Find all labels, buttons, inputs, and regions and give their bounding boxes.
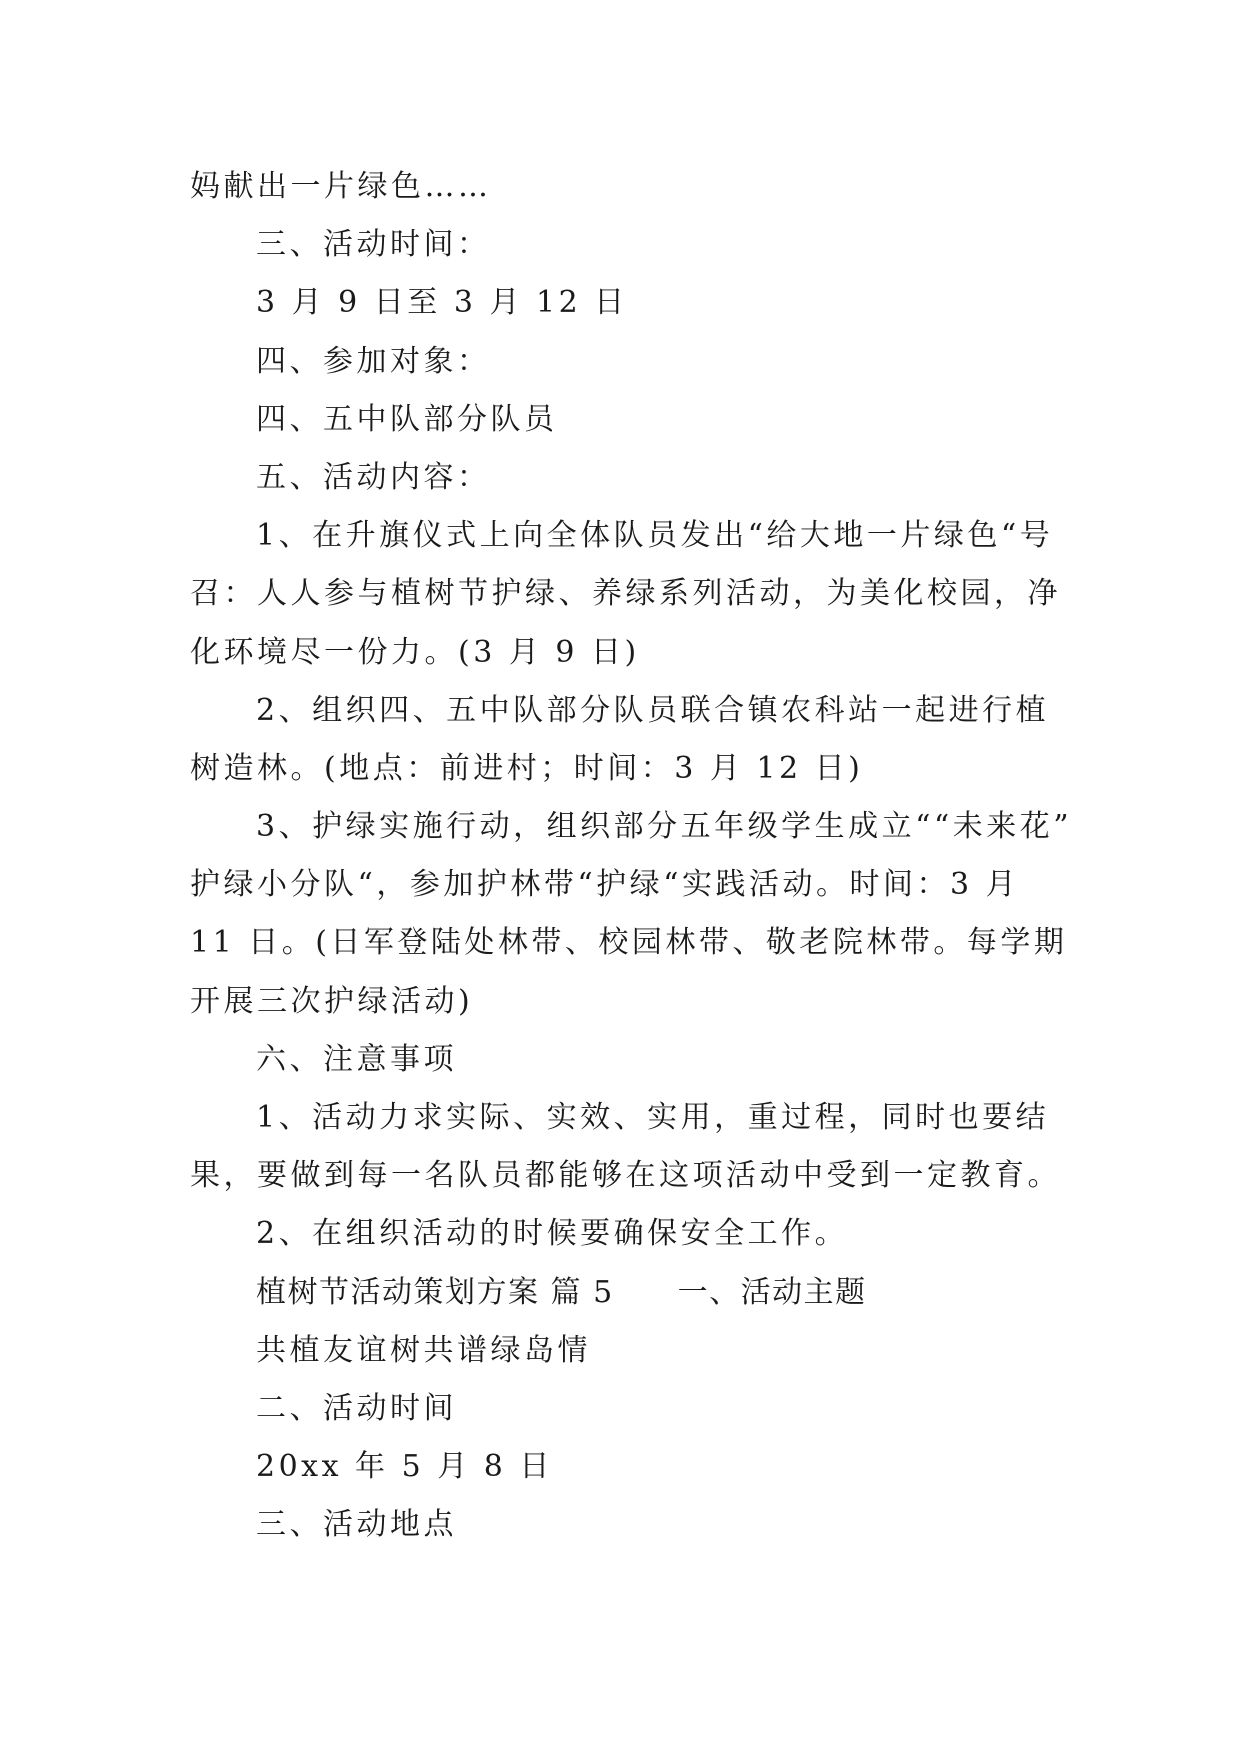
section-heading-location: 三、活动地点 [256,1507,457,1543]
text-line: 2、组织四、五中队部分队员联合镇农科站一起进行植 [256,692,1050,728]
text-line: 共植友谊树共谱绿岛情 [256,1332,591,1368]
text-line: 果，要做到每一名队员都能够在这项活动中受到一定教育。 [190,1158,1061,1194]
text-line: 四、五中队部分队员 [256,401,558,437]
document-body [190,158,1080,1555]
text-line: 11 日。(日军登陆处林带、校园林带、敬老院林带。每学期 [190,925,1068,961]
section-heading-activity-time: 三、活动时间： [256,227,491,263]
text-line: 1、活动力求实际、实效、实用，重过程，同时也要结 [256,1100,1050,1135]
section-heading-activity-content: 五、活动内容： [256,459,491,495]
text-line: 妈献出一片绿色…… [190,169,492,204]
text-line: 化环境尽一份力。(3 月 9 日) [190,634,640,670]
text-line: 2、在组织活动的时候要确保安全工作。 [256,1216,849,1252]
text-line: 开展三次护绿活动) [190,983,474,1019]
text-line: 护绿小分队“，参加护林带“护绿“实践活动。时间：3 月 [190,867,1020,903]
text-line: 树造林。(地点：前进村；时间：3 月 12 日) [190,750,864,786]
text-line: 3、护绿实施行动，组织部分五年级学生成立““未来花” [256,809,1073,845]
section-title: 植树节活动策划方案 篇 5 [256,1274,614,1310]
section-title-line [190,1264,1080,1322]
section-heading-notes: 六、注意事项 [256,1041,457,1077]
text-line: 1、在升旗仪式上向全体队员发出“给大地一片绿色“号 [256,518,1054,554]
section-heading-participants: 四、参加对象： [256,343,491,379]
text-line: 3 月 9 日至 3 月 12 日 [256,285,628,321]
section-heading-theme: 一、活动主题 [677,1274,867,1310]
text-line: 召：人人参与植树节护绿、养绿系列活动，为美化校园，净 [190,576,1061,612]
section-heading-time: 二、活动时间 [256,1390,457,1426]
text-line: 20xx 年 5 月 8 日 [256,1449,553,1485]
